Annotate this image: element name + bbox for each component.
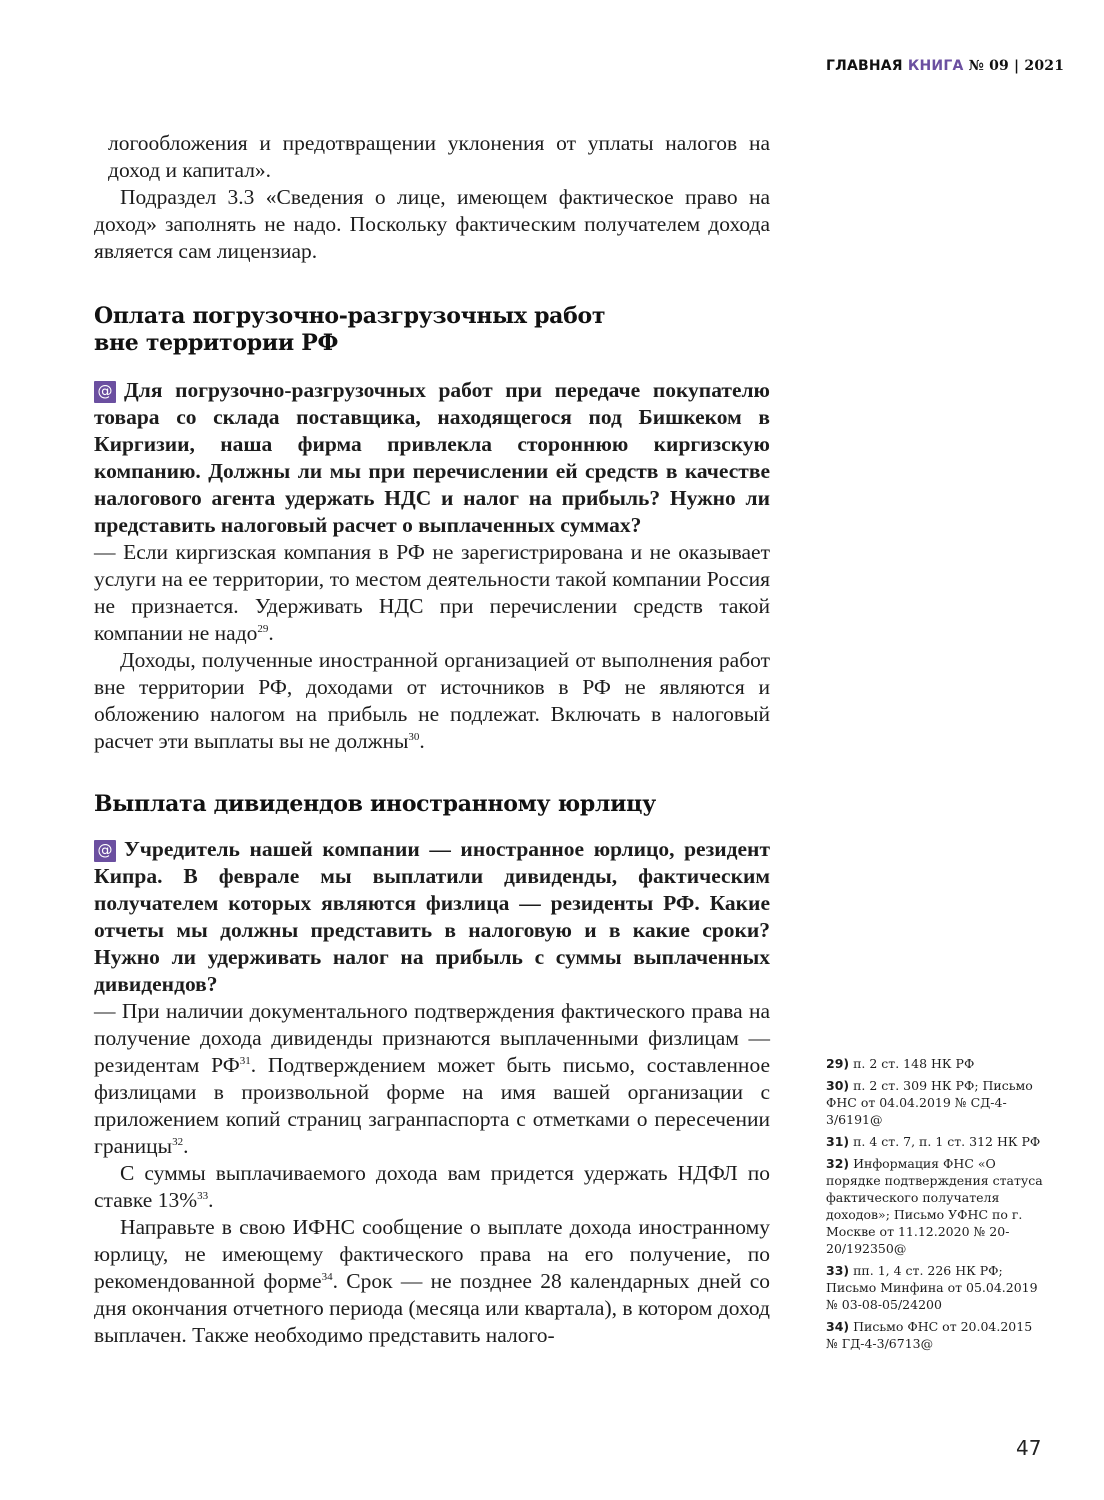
question-paragraph: [94, 377, 770, 539]
heading-line: Оплата погрузочно-разгрузочных работ: [94, 303, 606, 329]
answer-paragraph: — Если киргизская компания в РФ не зарегистрирована и не оказывает услуги на ее территории, то местом деятельности такой компании Россия не признается. Удерживать НДС при перечислении средств такой компании не надо$^{29}$.: [94, 540, 770, 645]
footnote-number: 31): [826, 1134, 850, 1149]
answer-text: С суммы выплачиваемого дохода вам придется удержать НДФЛ по ставке 13%: [94, 1161, 770, 1212]
footnote: [826, 1155, 1046, 1257]
running-header: [826, 58, 1064, 74]
answer-paragraph: С суммы выплачиваемого дохода вам придется удержать НДФЛ по ставке 13%$^{33}$.: [94, 1161, 770, 1212]
footnote-number: 32): [826, 1156, 850, 1171]
issue-number: № 09 | 2021: [968, 58, 1065, 74]
footnote: [826, 1133, 1046, 1150]
footnote-text: п. 4 ст. 7, п. 1 ст. 312 НК РФ: [853, 1134, 1041, 1149]
footnote-text: Информация ФНС «О порядке подтверждения статуса фактического получателя доходов»; Письмо УФНС по г. Москве от 11.12.2020 № 20-20/192350@: [826, 1156, 1043, 1256]
question-text: Для погрузочно-разгрузочных работ при передаче покупателю товара со склада поставщика, находящегося под Бишкеком в Киргизии, наша фирма привлекла стороннюю киргизскую компанию. Должны ли мы при перечислении ей средств в качестве налогового агента удержать НДС и налог на прибыль? Нужно ли представить налоговый расчет о выплаченных суммах?: [94, 378, 770, 537]
footnote-ref[interactable]: 33: [197, 1190, 209, 1202]
footnote-ref[interactable]: 31: [239, 1055, 251, 1067]
answer-text: Доходы, полученные иностранной организацией от выполнения работ вне территории РФ, доходами от источников в РФ не являются и обложению налогом на прибыль не подлежат. Включать в налоговый расчет эти выплаты вы не должны: [94, 648, 770, 753]
magazine-name-part1: ГЛАВНАЯ: [826, 58, 903, 74]
footnote-text: п. 2 ст. 309 НК РФ; Письмо ФНС от 04.04.2019 № СД-4-3/6191@: [826, 1078, 1033, 1127]
footnote-text: Письмо ФНС от 20.04.2015 № ГД-4-3/6713@: [826, 1319, 1033, 1351]
footnote: [826, 1262, 1046, 1313]
intro-paragraph-continued: логообложения и предотвращении уклонения от уплаты налогов на доход и капитал».: [108, 131, 770, 182]
question-text: Учредитель нашей компании — иностранное юрлицо, резидент Кипра. В феврале мы выплатили дивиденды, фактическим получателем которых являются физлица — резиденты РФ. Какие отчеты мы должны представить в налоговую и в какие сроки? Нужно ли удерживать налог на прибыль с суммы выплаченных дивидендов?: [94, 837, 770, 996]
footnote-number: 30): [826, 1078, 850, 1093]
footnote-text: пп. 1, 4 ст. 226 НК РФ; Письмо Минфина от 05.04.2019 № 03-08-05/24200: [826, 1263, 1038, 1312]
question-paragraph: [94, 836, 770, 998]
answer-text: — Если киргизская компания в РФ не зарегистрирована и не оказывает услуги на ее территории, то местом деятельности такой компании Россия не признается. Удерживать НДС при перечислении средств такой компании не надо: [94, 540, 770, 645]
intro-paragraph: Подраздел 3.3 «Сведения о лице, имеющем фактическое право на доход» заполнять не надо. Поскольку фактическим получателем дохода является сам лицензиар.: [94, 185, 770, 263]
at-sign-icon: @: [94, 381, 116, 403]
footnote-text: п. 2 ст. 148 НК РФ: [853, 1056, 975, 1071]
footnote: [826, 1318, 1046, 1352]
footnote-ref[interactable]: 32: [172, 1136, 184, 1148]
answer-text: . Срок — не позднее 28 календарных дней со дня окончания отчетного периода (месяца или квартала), в котором доход выплачен. Также необходимо представить налого-: [94, 1269, 770, 1347]
answer-text: . Подтверждением может быть письмо, составленное физлицами в произвольной форме на имя вашей организации с приложением копий страниц загранпаспорта с отметками о пересечении границы: [94, 1053, 770, 1158]
section-heading-dividends: Выплата дивидендов иностранному юрлицу: [94, 791, 656, 817]
answer-paragraph: [94, 1214, 770, 1349]
footnote-ref[interactable]: 34: [321, 1271, 333, 1283]
answer-text: Направьте в свою ИФНС сообщение о выплате дохода иностранному юрлицу, не имеющему фактического права на его получение, по рекомендованной форме: [94, 1215, 770, 1293]
footnotes-sidebar: [826, 1055, 1046, 1357]
footnote-number: 33): [826, 1263, 850, 1278]
footnote: [826, 1077, 1046, 1128]
footnote-ref[interactable]: 29: [257, 623, 269, 635]
magazine-name-part2: КНИГА: [907, 58, 964, 74]
footnote-number: 34): [826, 1319, 850, 1334]
section-heading-loading-works: [94, 303, 770, 357]
answer-paragraph: — При наличии документального подтверждения фактического права на получение дохода дивиденды признаются выплаченными физлицам — резидентам РФ$^{31}$. Подтверждением может быть письмо, составленное физлицами в произвольной форме на имя вашей организации с приложением копий страниц загранпаспорта с отметками о пересечении границы$^{32}$.: [94, 999, 770, 1158]
footnote-number: 29): [826, 1056, 850, 1071]
footnote-ref[interactable]: 30: [408, 731, 420, 743]
footnote: [826, 1055, 1046, 1072]
answer-paragraph: Доходы, полученные иностранной организацией от выполнения работ вне территории РФ, доходами от источников в РФ не являются и обложению налогом на прибыль не подлежат. Включать в налоговый расчет эти выплаты вы не должны$^{30}$.: [94, 648, 770, 753]
heading-line: вне территории РФ: [94, 330, 339, 356]
main-column: [94, 130, 770, 1349]
answer-text: — При наличии документального подтверждения фактического права на получение дохода дивиденды признаются выплаченными физлицам — резидентам РФ: [94, 999, 770, 1077]
at-sign-icon: @: [94, 840, 116, 862]
page-number: 47: [1016, 1436, 1042, 1460]
